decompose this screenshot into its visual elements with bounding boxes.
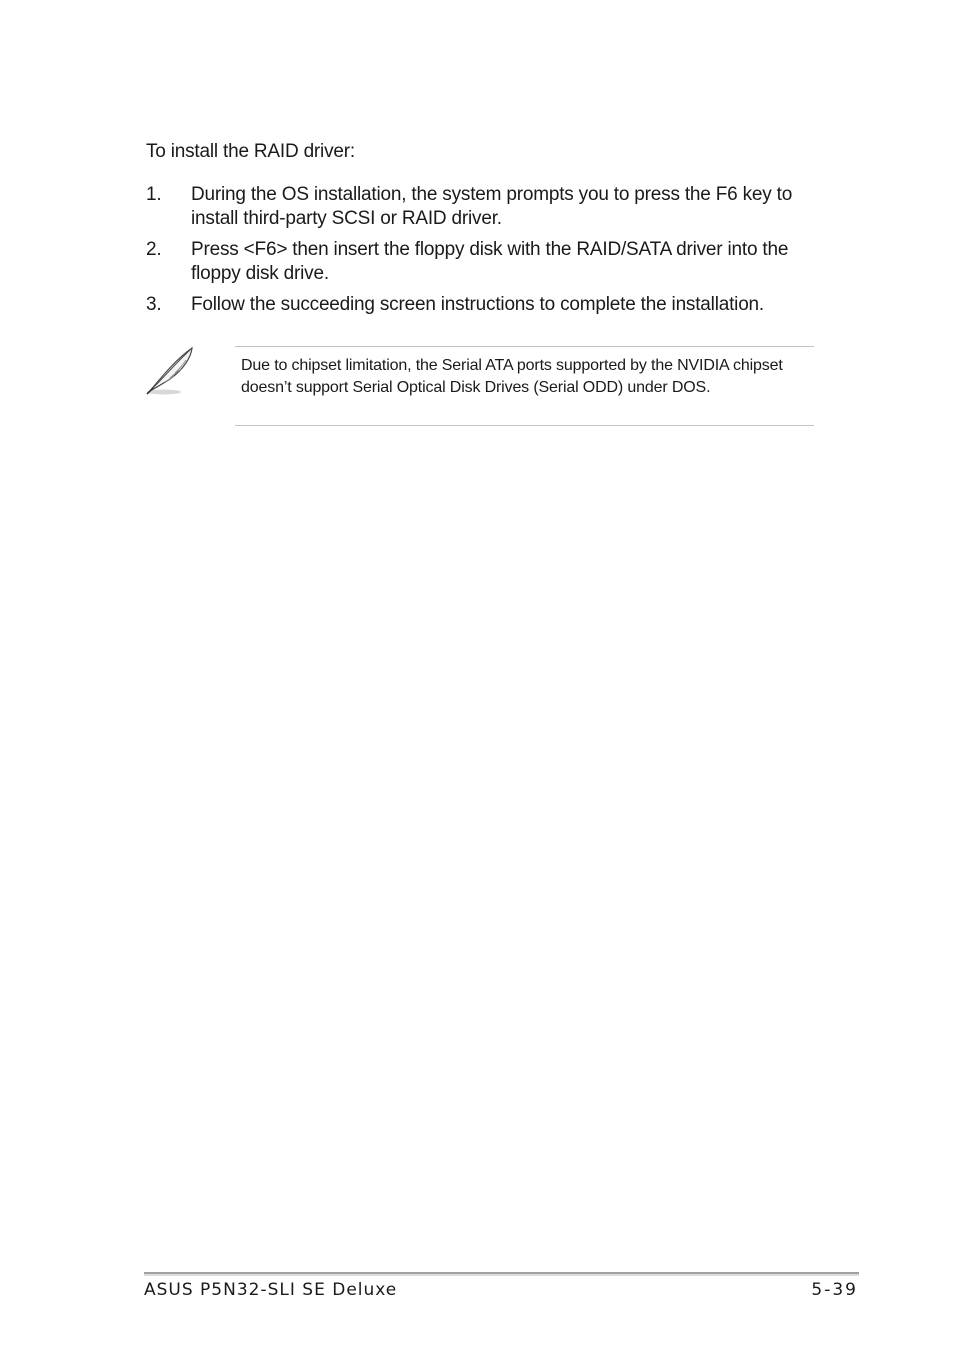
list-item <box>146 238 826 285</box>
step-text: During the OS installation, the system prompts you to press the F6 key to install third-party SCSI or RAID driver. <box>191 184 793 229</box>
step-number: 1. <box>146 184 162 205</box>
step-text: Press <F6> then insert the floppy disk with the RAID/SATA driver into the floppy disk drive. <box>191 239 789 284</box>
footer-page-number: 5-39 <box>811 1280 858 1300</box>
feather-pen-icon <box>144 345 196 397</box>
footer-product-name: ASUS P5N32-SLI SE Deluxe <box>144 1280 398 1300</box>
note-box <box>235 346 814 426</box>
install-steps-list <box>146 183 826 325</box>
list-item <box>146 293 826 317</box>
intro-text: To install the RAID driver: <box>146 141 355 162</box>
step-number: 2. <box>146 239 162 260</box>
footer-divider-shadow <box>144 1274 859 1276</box>
step-number: 3. <box>146 294 162 315</box>
step-text: Follow the succeeding screen instructions to complete the installation. <box>191 294 765 315</box>
note-text: Due to chipset limitation, the Serial ATA ports supported by the NVIDIA chipset doesn’t support Serial Optical Disk Drives (Serial ODD) under DOS. <box>241 357 783 396</box>
list-item <box>146 183 826 230</box>
